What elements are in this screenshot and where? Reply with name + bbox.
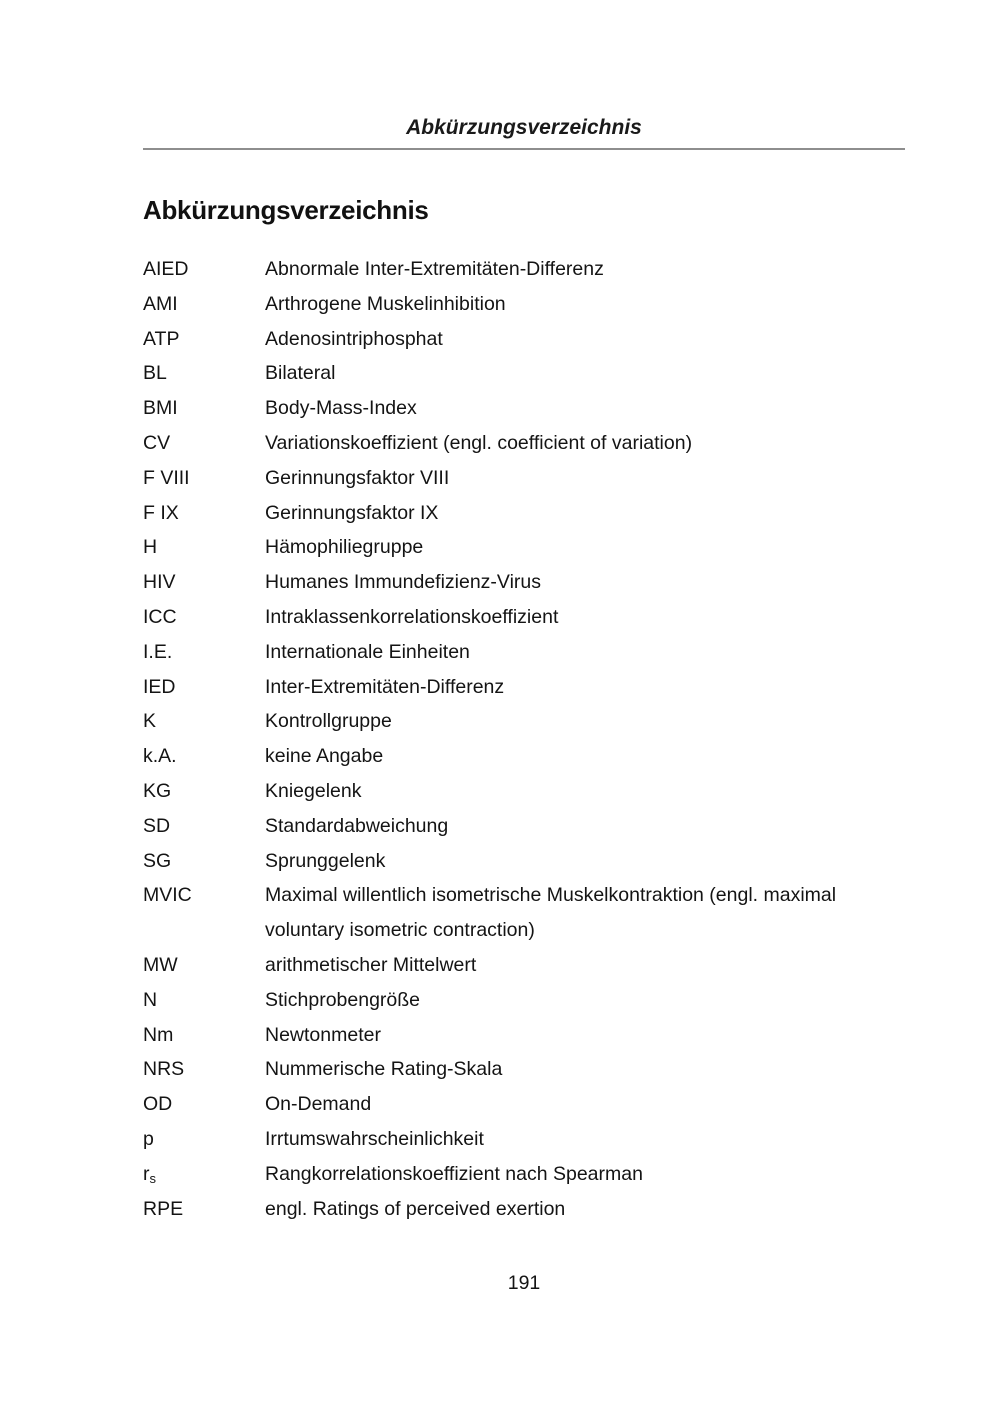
abbreviation-row	[143, 948, 905, 983]
abbreviation-definition: engl. Ratings of perceived exertion	[265, 1197, 566, 1220]
abbreviation-term: KG	[143, 779, 172, 802]
abbreviation-term: ICC	[143, 605, 177, 628]
abbreviation-definition: Intraklassenkorrelationskoeffizient	[265, 605, 559, 628]
abbreviation-term: I.E.	[143, 640, 173, 663]
abbreviation-row	[143, 635, 905, 670]
page-title: Abkürzungsverzeichnis	[143, 195, 429, 225]
abbreviation-definition: Abnormale Inter-Extremitäten-Differenz	[265, 258, 604, 280]
abbreviation-definition: Gerinnungsfaktor VIII	[265, 466, 450, 489]
abbreviation-row	[143, 1087, 905, 1122]
abbreviation-definition: Hämophiliegruppe	[265, 536, 424, 559]
abbreviation-row	[143, 1122, 905, 1157]
abbreviation-term: AMI	[143, 292, 178, 315]
abbreviation-definition: Inter-Extremitäten-Differenz	[265, 675, 505, 698]
abbreviation-definition: Gerinnungsfaktor IX	[265, 501, 439, 524]
abbreviation-term: AIED	[143, 258, 189, 280]
abbreviation-term: SD	[143, 814, 171, 837]
abbreviation-row	[143, 1052, 905, 1087]
abbreviation-row	[143, 322, 905, 357]
abbreviation-row	[143, 878, 905, 948]
abbreviation-term: F IX	[143, 501, 179, 524]
running-header	[143, 114, 905, 150]
abbreviation-term: Nm	[143, 1023, 174, 1046]
abbreviation-definition: Nummerische Rating-Skala	[265, 1058, 503, 1081]
abbreviation-list	[143, 252, 905, 1226]
abbreviation-definition: Sprunggelenk	[265, 849, 386, 872]
abbreviation-definition: Internationale Einheiten	[265, 640, 470, 663]
abbreviation-row	[143, 426, 905, 461]
abbreviation-term: K	[143, 710, 157, 733]
abbreviation-row	[143, 356, 905, 391]
abbreviation-definition: Standardabweichung	[265, 814, 449, 837]
abbreviation-definition: Maximal willentlich isometrische Muskelkontraktion (engl. maximal voluntary isometric contraction)	[265, 884, 837, 942]
abbreviation-row	[143, 844, 905, 879]
abbreviation-definition: Adenosintriphosphat	[265, 327, 443, 350]
abbreviation-row	[143, 774, 905, 809]
abbreviation-row	[143, 565, 905, 600]
abbreviation-row	[143, 983, 905, 1018]
abbreviation-row	[143, 287, 905, 322]
abbreviation-definition: Humanes Immundefizienz-Virus	[265, 571, 541, 594]
abbreviation-definition: Newtonmeter	[265, 1023, 381, 1046]
abbreviation-row	[143, 530, 905, 565]
abbreviation-definition: Rangkorrelationskoeffizient nach Spearman	[265, 1162, 643, 1185]
abbreviation-term: MW	[143, 953, 178, 976]
abbreviation-term: RPE	[143, 1197, 184, 1220]
abbreviation-definition: Body-Mass-Index	[265, 397, 417, 420]
abbreviation-term: k.A.	[143, 745, 177, 768]
abbreviation-definition: keine Angabe	[265, 745, 384, 768]
abbreviation-definition: Kontrollgruppe	[265, 710, 392, 733]
abbreviation-row	[143, 1192, 905, 1227]
abbreviation-term: CV	[143, 431, 171, 454]
abbreviation-row	[143, 461, 905, 496]
abbreviation-definition: On-Demand	[265, 1093, 372, 1116]
abbreviation-definition: Arthrogene Muskelinhibition	[265, 292, 506, 315]
abbreviation-term: BMI	[143, 397, 178, 420]
abbreviation-row	[143, 252, 905, 287]
abbreviation-term: BL	[143, 362, 167, 385]
abbreviation-term: H	[143, 536, 158, 559]
abbreviation-row	[143, 704, 905, 739]
abbreviation-term: MVIC	[143, 884, 192, 907]
abbreviation-term: NRS	[143, 1058, 185, 1081]
abbreviation-term: SG	[143, 849, 172, 872]
abbreviation-row	[143, 809, 905, 844]
abbreviation-row	[143, 1018, 905, 1053]
abbreviation-definition: arithmetischer Mittelwert	[265, 953, 477, 976]
abbreviation-definition: Kniegelenk	[265, 779, 362, 802]
abbreviation-row	[143, 670, 905, 705]
abbreviation-term: F VIII	[143, 466, 190, 489]
abbreviation-row	[143, 600, 905, 635]
abbreviation-term: $r_s$	[143, 1162, 156, 1186]
abbreviation-definition: Variationskoeffizient (engl. coefficient of variation)	[265, 431, 693, 454]
abbreviation-term: N	[143, 988, 158, 1011]
page-number: 191	[507, 1272, 541, 1294]
abbreviation-term-subscript: s	[149, 1170, 156, 1186]
abbreviation-term: ATP	[143, 327, 180, 350]
abbreviation-row	[143, 739, 905, 774]
running-header-title: Abkürzungsverzeichnis	[406, 116, 642, 139]
abbreviation-term: OD	[143, 1093, 173, 1116]
abbreviation-term: p	[143, 1127, 154, 1150]
abbreviation-term: HIV	[143, 571, 176, 594]
abbreviation-definition: Bilateral	[265, 362, 336, 385]
abbreviation-row	[143, 391, 905, 426]
abbreviation-row	[143, 1157, 905, 1192]
abbreviation-definition: Irrtumswahrscheinlichkeit	[265, 1127, 484, 1150]
page-footer	[143, 1271, 905, 1295]
abbreviation-term: IED	[143, 675, 176, 698]
abbreviation-definition: Stichprobengröße	[265, 988, 421, 1011]
abbreviation-row	[143, 496, 905, 531]
